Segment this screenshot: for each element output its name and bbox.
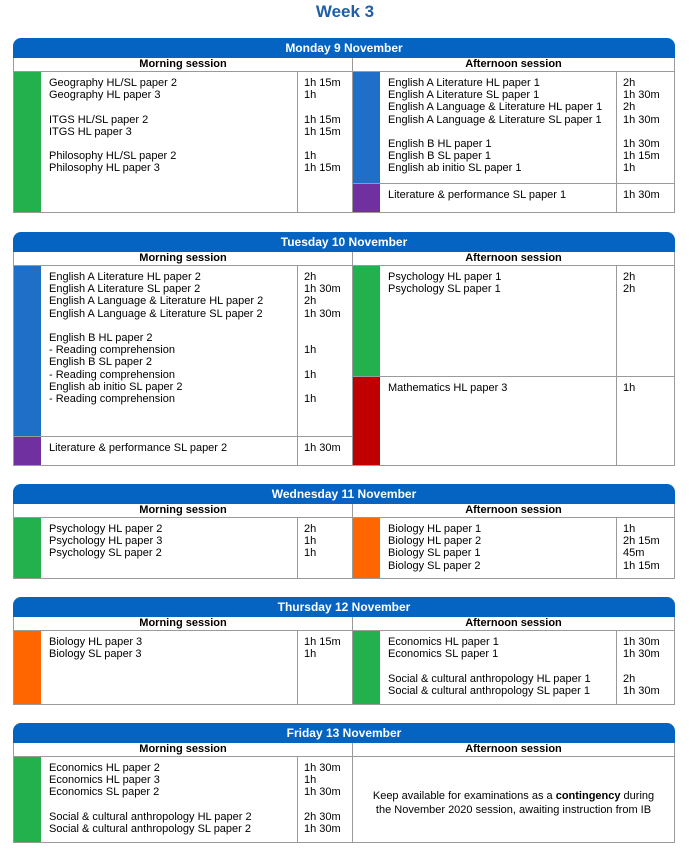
- day-header: Thursday 12 November: [13, 597, 675, 617]
- exam-duration: 1h 30m: [304, 307, 341, 320]
- spacer: [304, 799, 341, 811]
- morning-session: [14, 72, 353, 212]
- afternoon-session: [353, 72, 674, 212]
- exam-duration: 2h: [623, 283, 636, 296]
- spacer: [304, 356, 341, 368]
- exam-paper: Biology SL paper 1: [388, 547, 481, 560]
- exam-block: [14, 72, 352, 212]
- exam-duration: 2h: [623, 77, 636, 89]
- exam-block: [353, 183, 674, 212]
- exam-duration: 1h 30m: [623, 189, 660, 201]
- exam-paper: Biology SL paper 3: [49, 648, 142, 661]
- note-text: Keep available for examinations as a: [372, 790, 556, 802]
- duration-list: [304, 762, 341, 835]
- subject-list: [49, 442, 227, 454]
- exam-paper: Philosophy HL/SL paper 2: [49, 150, 177, 163]
- subject-color-bar: [14, 437, 41, 465]
- exam-duration: 1h: [304, 535, 317, 548]
- subject-color-bar: [14, 518, 41, 578]
- morning-session-label: Morning session: [14, 743, 353, 756]
- duration-list: [623, 382, 635, 394]
- exam-paper: English B SL paper 2: [49, 356, 152, 369]
- afternoon-session-label: Afternoon session: [465, 252, 562, 264]
- subject-color-bar: [353, 377, 380, 465]
- subject-list: [388, 636, 591, 697]
- spacer: [304, 101, 341, 113]
- exam-duration: 1h 30m: [623, 636, 660, 648]
- exam-duration: 1h 15m: [304, 125, 341, 138]
- subject-list: [49, 636, 142, 660]
- exam-duration: 1h: [304, 774, 317, 787]
- exam-paper: Psychology HL paper 2: [49, 523, 163, 535]
- exam-duration: 1h 30m: [623, 648, 660, 661]
- morning-session-label: Morning session: [14, 617, 353, 630]
- exam-block: [353, 72, 674, 183]
- exam-paper: English ab initio SL paper 1: [388, 162, 522, 175]
- exam-duration: 1h 15m: [623, 150, 660, 163]
- exam-paper: Economics SL paper 2: [49, 786, 160, 799]
- exam-block: [14, 631, 352, 704]
- day-header: Monday 9 November: [13, 38, 675, 58]
- exam-paper: Biology HL paper 3: [49, 636, 143, 648]
- exam-block: [353, 518, 674, 578]
- morning-session-label: Morning session: [14, 504, 353, 517]
- exam-block: [353, 376, 674, 465]
- duration-list: [304, 442, 341, 454]
- exam-duration: 1h 15m: [304, 77, 341, 89]
- spacer: [623, 660, 660, 672]
- exam-duration: 1h: [304, 89, 317, 102]
- duration-list: [304, 636, 341, 660]
- exam-duration: 1h: [304, 392, 317, 405]
- column-divider: [616, 184, 617, 212]
- day-monday: [13, 38, 675, 213]
- exam-paper: - Reading comprehension: [49, 368, 175, 381]
- morning-session: [14, 266, 353, 465]
- subject-list: [388, 77, 602, 175]
- exam-paper: English B SL paper 1: [388, 150, 491, 163]
- exam-paper: Biology HL paper 2: [388, 535, 482, 548]
- exam-paper: Economics HL paper 2: [49, 762, 160, 774]
- exam-paper: English A Literature HL paper 1: [388, 77, 540, 89]
- exam-paper: Social & cultural anthropology HL paper 2: [49, 810, 252, 823]
- day-tuesday: [13, 232, 675, 466]
- morning-session: [14, 757, 353, 842]
- subject-list: [49, 523, 162, 560]
- spacer: [623, 126, 660, 138]
- exam-duration: 2h 30m: [304, 810, 341, 823]
- exam-duration: 2h: [623, 271, 636, 283]
- exam-duration: 1h 30m: [304, 442, 341, 454]
- subject-list: [49, 762, 252, 835]
- spacer: [388, 660, 591, 672]
- exam-paper: Psychology SL paper 1: [388, 283, 501, 296]
- exam-duration: 2h: [304, 271, 317, 283]
- subject-color-bar: [14, 72, 41, 212]
- exam-duration: 1h: [304, 547, 317, 560]
- exam-duration: 2h 15m: [623, 535, 660, 548]
- subject-color-bar: [353, 518, 380, 578]
- duration-list: [304, 523, 316, 560]
- subject-list: [388, 189, 566, 201]
- subject-color-bar: [14, 266, 41, 436]
- exam-paper: English A Literature HL paper 2: [49, 271, 201, 283]
- day-header: Friday 13 November: [13, 723, 675, 743]
- subject-color-bar: [14, 631, 41, 704]
- spacer: [49, 799, 252, 811]
- exam-duration: 45m: [623, 547, 645, 560]
- spacer: [49, 138, 177, 150]
- subject-list: [388, 523, 481, 572]
- spacer: [49, 101, 177, 113]
- duration-list: [623, 636, 660, 697]
- exam-paper: English B HL paper 1: [388, 137, 492, 150]
- exam-duration: 1h: [623, 382, 636, 394]
- exam-block: [14, 518, 352, 578]
- exam-duration: 1h 30m: [623, 684, 660, 697]
- exam-duration: 1h: [304, 344, 317, 357]
- column-divider: [616, 266, 617, 376]
- exam-paper: Geography HL/SL paper 2: [49, 77, 178, 89]
- day-thursday: [13, 597, 675, 705]
- subject-color-bar: [14, 757, 41, 842]
- spacer: [49, 320, 263, 332]
- column-divider: [616, 377, 617, 465]
- spacer: [304, 320, 341, 332]
- exam-paper: Mathematics HL paper 3: [388, 382, 508, 394]
- exam-block: [14, 757, 352, 842]
- morning-session: [14, 518, 353, 578]
- exam-paper: Psychology SL paper 2: [49, 547, 162, 560]
- exam-duration: 1h: [304, 368, 317, 381]
- subject-color-bar: [353, 631, 380, 704]
- afternoon-session-label: Afternoon session: [465, 58, 562, 70]
- exam-duration: 1h: [623, 162, 636, 175]
- afternoon-session: [353, 518, 674, 578]
- exam-duration: 2h: [623, 672, 636, 685]
- spacer: [388, 126, 602, 138]
- subject-color-bar: [353, 266, 380, 376]
- exam-duration: 1h 30m: [304, 822, 341, 835]
- exam-paper: Biology SL paper 2: [388, 559, 481, 572]
- exam-paper: English A Language & Literature HL paper 1: [388, 101, 603, 114]
- exam-paper: Literature & performance SL paper 2: [49, 442, 228, 454]
- subject-list: [49, 77, 177, 175]
- duration-list: [623, 523, 660, 572]
- exam-duration: 1h: [304, 150, 317, 163]
- afternoon-session-label: Afternoon session: [465, 504, 562, 516]
- spacer: [304, 381, 341, 393]
- exam-block: [14, 436, 352, 465]
- exam-paper: Psychology HL paper 1: [388, 271, 502, 283]
- exam-paper: English ab initio SL paper 2: [49, 380, 183, 393]
- exam-paper: English A Literature SL paper 2: [49, 283, 201, 296]
- morning-session-label: Morning session: [14, 58, 353, 71]
- exam-paper: English A Literature SL paper 1: [388, 89, 540, 102]
- note-text: during the November 2020 session, awaiting instruction from IB: [375, 790, 655, 816]
- exam-duration: 1h 30m: [304, 283, 341, 296]
- exam-paper: Social & cultural anthropology SL paper 2: [49, 822, 251, 835]
- afternoon-session: [353, 631, 674, 704]
- exam-duration: 1h 15m: [304, 636, 341, 648]
- exam-duration: 2h: [304, 295, 317, 308]
- subject-list: [388, 382, 507, 394]
- exam-duration: 1h 30m: [304, 762, 341, 774]
- day-wednesday: [13, 484, 675, 579]
- column-divider: [297, 757, 298, 842]
- duration-list: [304, 271, 341, 405]
- exam-duration: 1h 30m: [623, 113, 660, 126]
- afternoon-session: [353, 266, 674, 465]
- exam-paper: English A Language & Literature HL paper 2: [49, 295, 264, 308]
- exam-paper: Economics HL paper 1: [388, 636, 499, 648]
- exam-block: [353, 266, 674, 376]
- exam-paper: Psychology HL paper 3: [49, 535, 163, 548]
- note-emphasis: contingency: [555, 790, 621, 802]
- morning-session: [14, 631, 353, 704]
- exam-paper: Social & cultural anthropology SL paper 1: [388, 684, 590, 697]
- exam-paper: ITGS HL paper 3: [49, 125, 132, 138]
- column-divider: [616, 631, 617, 704]
- subject-color-bar: [353, 72, 380, 183]
- column-divider: [297, 631, 298, 704]
- day-friday: [13, 723, 675, 843]
- exam-paper: - Reading comprehension: [49, 392, 175, 405]
- exam-paper: English A Language & Literature SL paper 2: [49, 307, 263, 320]
- exam-paper: Economics HL paper 3: [49, 774, 160, 787]
- exam-paper: English B HL paper 2: [49, 331, 153, 344]
- spacer: [304, 332, 341, 344]
- column-divider: [297, 437, 298, 465]
- duration-list: [304, 77, 341, 175]
- exam-block: [14, 266, 352, 436]
- page-title: Week 3: [315, 2, 375, 21]
- day-header: Wednesday 11 November: [13, 484, 675, 504]
- exam-paper: Literature & performance SL paper 1: [388, 189, 567, 201]
- column-divider: [297, 72, 298, 212]
- exam-paper: English A Language & Literature SL paper 1: [388, 113, 602, 126]
- exam-duration: 1h 15m: [623, 559, 660, 572]
- morning-session-label: Morning session: [14, 252, 353, 265]
- exam-paper: Economics SL paper 1: [388, 648, 499, 661]
- exam-duration: 2h: [623, 101, 636, 114]
- exam-paper: - Reading comprehension: [49, 344, 175, 357]
- afternoon-session: [353, 757, 674, 842]
- duration-list: [623, 271, 635, 295]
- exam-duration: 2h: [304, 523, 317, 535]
- afternoon-session-label: Afternoon session: [465, 617, 562, 629]
- exam-paper: Geography HL paper 3: [49, 89, 161, 102]
- exam-paper: Biology HL paper 1: [388, 523, 482, 535]
- exam-duration: 1h 15m: [304, 162, 341, 175]
- exam-block: [353, 631, 674, 704]
- duration-list: [623, 77, 660, 175]
- exam-paper: ITGS HL/SL paper 2: [49, 113, 149, 126]
- afternoon-session-label: Afternoon session: [465, 743, 562, 755]
- exam-duration: 1h 30m: [304, 786, 341, 799]
- duration-list: [623, 189, 660, 201]
- exam-duration: 1h 30m: [623, 137, 660, 150]
- day-header: Tuesday 10 November: [13, 232, 675, 252]
- subject-list: [49, 271, 263, 405]
- exam-duration: 1h: [623, 523, 636, 535]
- exam-duration: 1h 15m: [304, 113, 341, 126]
- spacer: [304, 138, 341, 150]
- column-divider: [616, 72, 617, 183]
- subject-color-bar: [353, 184, 380, 212]
- exam-duration: 1h: [304, 648, 317, 661]
- column-divider: [297, 518, 298, 578]
- column-divider: [297, 266, 298, 436]
- column-divider: [616, 518, 617, 578]
- subject-list: [388, 271, 501, 295]
- exam-duration: 1h 30m: [623, 89, 660, 102]
- exam-paper: Social & cultural anthropology HL paper 1: [388, 672, 591, 685]
- contingency-note: [365, 789, 662, 817]
- exam-paper: Philosophy HL paper 3: [49, 162, 160, 175]
